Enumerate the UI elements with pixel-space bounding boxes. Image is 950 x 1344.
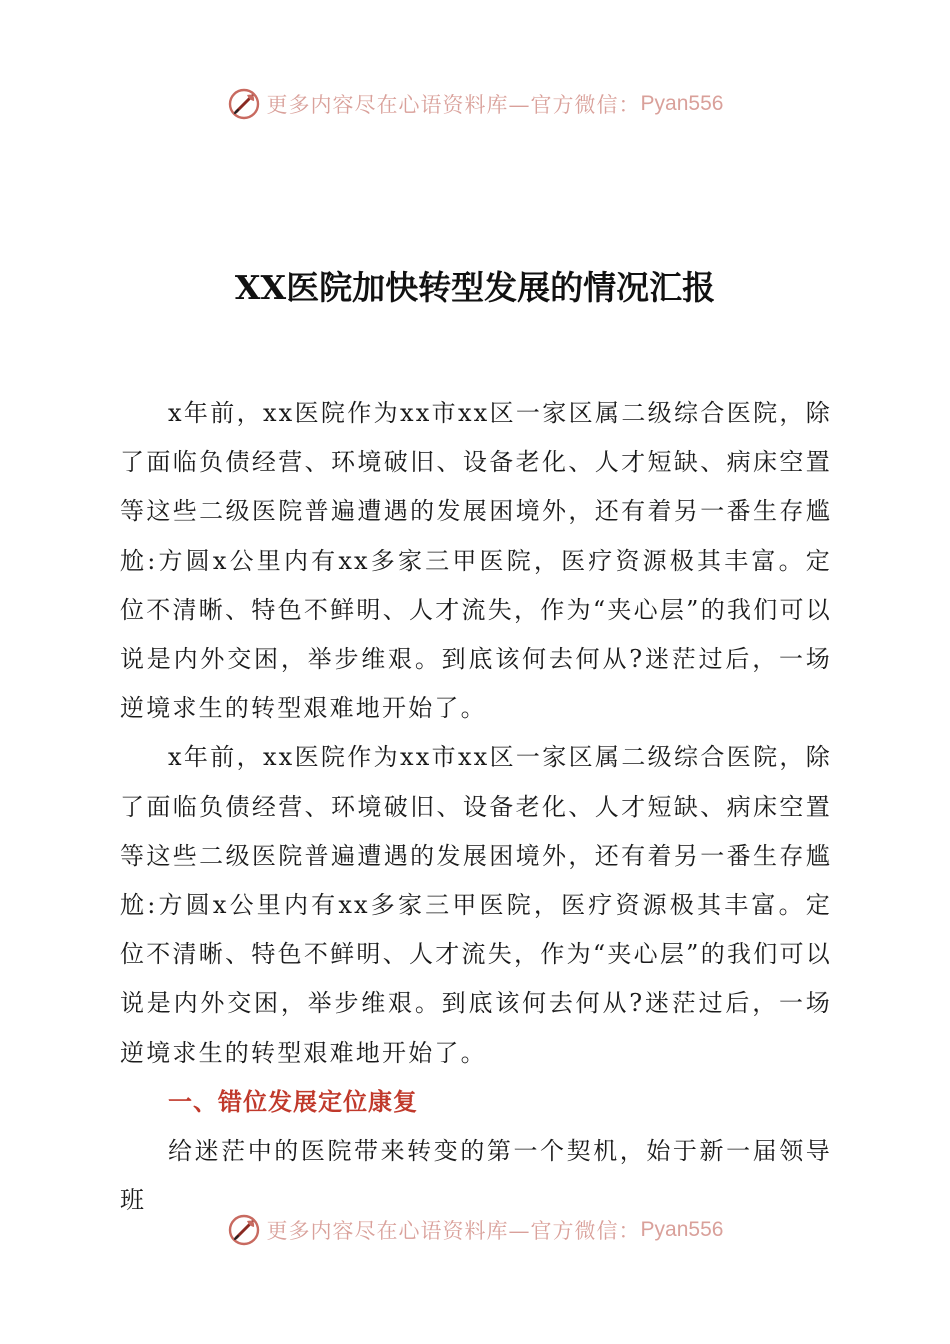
section-heading: 一、错位发展定位康复 xyxy=(168,1087,418,1116)
watermark-wechat-id: Pyan556 xyxy=(640,1218,724,1241)
watermark-text: 更多内容尽在心语资料库—官方微信： xyxy=(266,1219,641,1243)
paragraph: x年前，xx医院作为xx市xx区一家区属二级综合医院，除了面临负债经营、环境破旧、设备老化、人才短缺、病床空置等这些二级医院普遍遭遇的发展困境外，还有着另一番生存尴尬:方圆x公里内有xx多家三甲医院，医疗资源极其丰富。定位不清晰、特色不鲜明、人才流失，作为“夹心层”的我们可以说是内外交困，举步维艰。到底该何去何从?迷茫过后，一场逆境求生的转型艰难地开始了。 xyxy=(120,399,832,723)
paragraph: 给迷茫中的医院带来转变的第一个契机，始于新一届领导班 xyxy=(120,1137,832,1215)
document-title: XX医院加快转型发展的情况汇报 xyxy=(234,268,716,307)
watermark-wechat-id: Pyan556 xyxy=(640,92,724,115)
document-body xyxy=(120,389,832,1225)
quill-logo-icon xyxy=(227,87,261,121)
quill-logo-icon xyxy=(227,1213,261,1247)
watermark-footer xyxy=(0,1210,950,1250)
watermark-header xyxy=(0,84,950,124)
watermark-text: 更多内容尽在心语资料库—官方微信： xyxy=(266,93,641,117)
paragraph: x年前，xx医院作为xx市xx区一家区属二级综合医院，除了面临负债经营、环境破旧、设备老化、人才短缺、病床空置等这些二级医院普遍遭遇的发展困境外，还有着另一番生存尴尬:方圆x公里内有xx多家三甲医院，医疗资源极其丰富。定位不清晰、特色不鲜明、人才流失，作为“夹心层”的我们可以说是内外交困，举步维艰。到底该何去何从?迷茫过后，一场逆境求生的转型艰难地开始了。 xyxy=(120,743,832,1067)
